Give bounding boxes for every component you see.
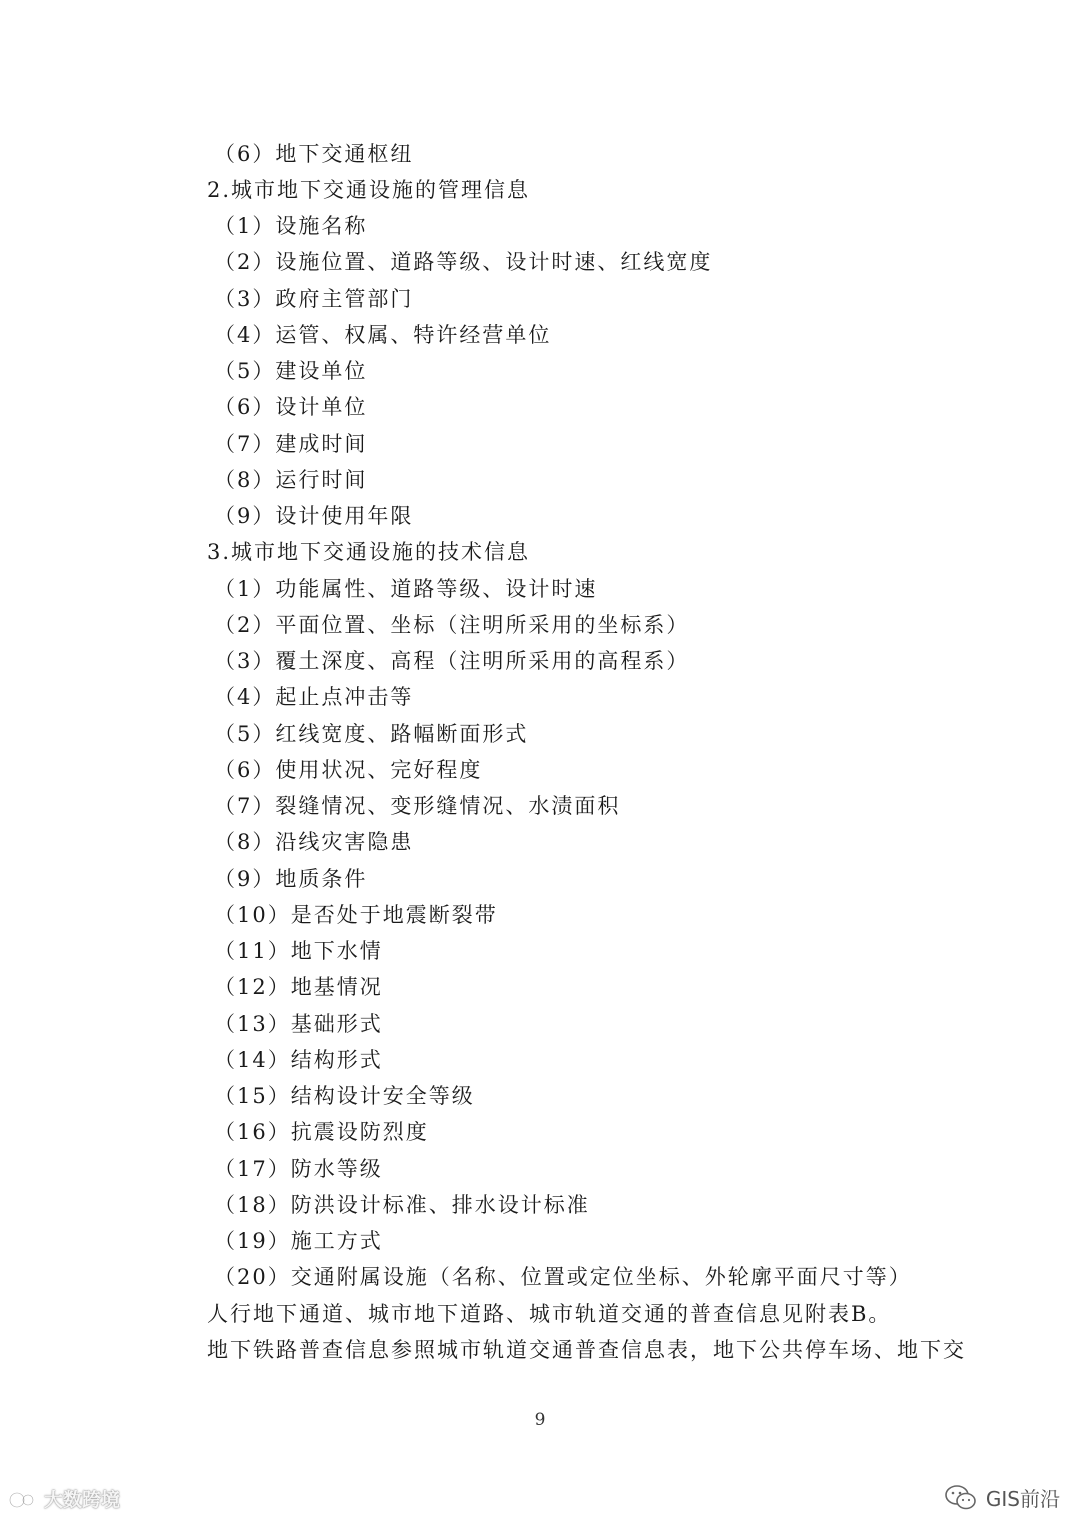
list-item: （5）建设单位 bbox=[214, 359, 368, 383]
list-item: （15）结构设计安全等级 bbox=[214, 1084, 475, 1108]
list-item: （20）交通附属设施（名称、位置或定位坐标、外轮廓平面尺寸等） bbox=[214, 1265, 912, 1289]
list-item: （9）设计使用年限 bbox=[214, 504, 414, 528]
list-item: （16）抗震设防烈度 bbox=[214, 1120, 429, 1144]
list-item: （8）运行时间 bbox=[214, 468, 368, 492]
list-item: （6）设计单位 bbox=[214, 395, 368, 419]
list-item: （1）设施名称 bbox=[214, 214, 368, 238]
list-item: （6）使用状况、完好程度 bbox=[214, 758, 483, 782]
paragraph: 人行地下通道、城市地下道路、城市轨道交通的普查信息见附表B。 bbox=[207, 1302, 892, 1326]
list-item: （7）裂缝情况、变形缝情况、水渍面积 bbox=[214, 794, 621, 818]
list-item: （12）地基情况 bbox=[214, 975, 383, 999]
page-number: 9 bbox=[534, 1410, 546, 1430]
list-item: （18）防洪设计标准、排水设计标准 bbox=[214, 1193, 590, 1217]
list-item: （9）地质条件 bbox=[214, 867, 368, 891]
list-item: （1）功能属性、道路等级、设计时速 bbox=[214, 577, 598, 601]
paragraph: 地下铁路普查信息参照城市轨道交通普查信息表，地下公共停车场、地下交 bbox=[207, 1338, 966, 1362]
list-item: （5）红线宽度、路幅断面形式 bbox=[214, 722, 529, 746]
list-item: （3）政府主管部门 bbox=[214, 287, 414, 311]
list-item: （19）施工方式 bbox=[214, 1229, 383, 1253]
list-item: （17）防水等级 bbox=[214, 1157, 383, 1181]
watermark-left bbox=[8, 1485, 120, 1512]
section-heading: 3.城市地下交通设施的技术信息 bbox=[207, 540, 531, 564]
list-item: （2）平面位置、坐标（注明所采用的坐标系） bbox=[214, 613, 690, 637]
list-item: （4）运管、权属、特许经营单位 bbox=[214, 323, 552, 347]
section-heading: 2.城市地下交通设施的管理信息 bbox=[207, 178, 531, 202]
sohu-style-logo-icon bbox=[8, 1487, 38, 1511]
watermark-right bbox=[944, 1483, 1060, 1512]
list-item: （6）地下交通枢纽 bbox=[214, 142, 414, 166]
list-item: （11）地下水情 bbox=[214, 939, 383, 963]
watermark-left-text: 大数跨境 bbox=[44, 1489, 121, 1511]
list-item: （2）设施位置、道路等级、设计时速、红线宽度 bbox=[214, 250, 713, 274]
watermark-right-text: GIS前沿 bbox=[985, 1487, 1060, 1511]
list-item: （7）建成时间 bbox=[214, 432, 368, 456]
list-item: （8）沿线灾害隐患 bbox=[214, 830, 414, 854]
list-item: （3）覆土深度、高程（注明所采用的高程系） bbox=[214, 649, 690, 673]
list-item: （13）基础形式 bbox=[214, 1012, 383, 1036]
list-item: （14）结构形式 bbox=[214, 1048, 383, 1072]
list-item: （10）是否处于地震断裂带 bbox=[214, 903, 498, 927]
wechat-icon bbox=[944, 1484, 978, 1512]
list-item: （4）起止点冲击等 bbox=[214, 685, 414, 709]
